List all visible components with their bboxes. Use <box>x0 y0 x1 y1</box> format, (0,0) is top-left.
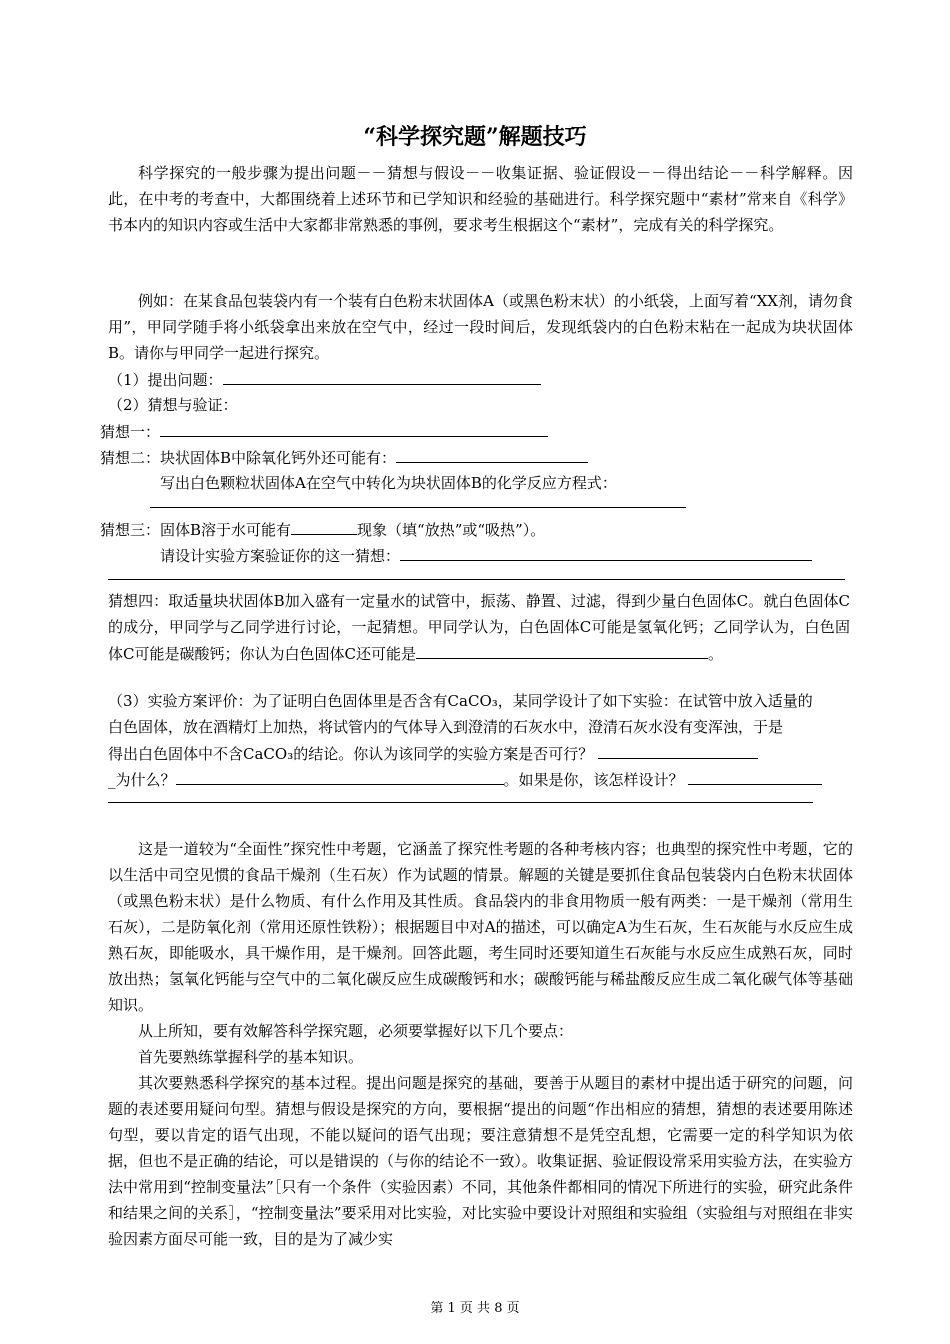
answer-blank-guess3[interactable] <box>291 516 357 535</box>
question-3-line-4 <box>108 766 822 793</box>
guess-3 <box>100 516 545 543</box>
guess-4-text: 猜想四：取适量块状固体B加入盛有一定量水的试管中，振荡、静置、过滤，得到少量白色固体C。就白色固体C的成分，甲同学与乙同学进行讨论，一起猜想。甲同学认为，白色固体C可能是氢氧化钙；乙同学认为，白色固体C可能是碳酸钙；你认为白色固体C还可能是 <box>108 592 850 663</box>
answer-blank-design[interactable] <box>400 542 812 561</box>
analysis-paragraph: 这是一道较为“全面性”探究性中考题，它涵盖了探究性考题的各种考核内容；也典型的探究性中考题，它的以生活中司空见惯的食品干燥剂（生石灰）作为试题的情景。解题的关键是要抓住食品包装袋内白色粉末状固体（或黑色粉末状）是什么物质、有什么作用及其性质。食品袋内的非食用物质一般有两类：一是干燥剂（常用生石灰），二是防氧化剂（常用还原性铁粉）；根据题目中对A的描述，可以确定A为生石灰，生石灰能与水反应生成熟石灰，即能吸水，具干燥作用，是干燥剂。回答此题，考生同时还要知道生石灰能与水反应生成熟石灰，同时放出热；氢氧化钙能与空气中的二氧化碳反应生成碳酸钙和水；碳酸钙能与稀盐酸反应生成二氧化碳气体等基础知识。 <box>108 840 853 1014</box>
guess-1-label: 猜想一： <box>100 423 161 441</box>
guess-4-end: 。 <box>707 645 723 663</box>
design-prompt-label: 请设计实验方案验证你的这一猜想： <box>160 547 401 565</box>
answer-blank-q1[interactable] <box>223 366 541 385</box>
guess-4-paragraph <box>108 588 850 667</box>
answer-blank-feasible[interactable] <box>598 740 758 759</box>
answer-blank-guess2[interactable] <box>396 444 588 463</box>
answer-line-equation[interactable] <box>150 507 686 508</box>
question-3-why: 为什么？ <box>115 771 176 789</box>
intro-paragraph: 科学探究的一般步骤为提出问题－－猜想与假设－－收集证据、验证假设－－得出结论－－科学解释。因此，在中考的考查中，大都围绕着上述环节和已学知识和经验的基础进行。科学探究题中“素材”常来自《科学》书本内的知识内容或生活中大家都非常熟悉的事例，要求考生根据这个“素材”，完成有关的科学探究。 <box>108 164 853 234</box>
answer-blank-your-design[interactable] <box>688 766 822 785</box>
question-3-lead: _ <box>108 771 116 789</box>
guess-3-label: 猜想三：固体B溶于水可能有 <box>100 521 292 539</box>
question-1-label: （1）提出问题： <box>108 371 223 389</box>
points-intro: 从上所知，要有效解答科学探究题，必须要掌握好以下几个要点： <box>138 1022 574 1040</box>
equation-prompt: 写出白色颗粒状固体A在空气中转化为块状固体B的化学反应方程式： <box>160 474 617 492</box>
point-2: 其次要熟悉科学探究的基本过程。提出问题是探究的基础，要善于从题目的素材中提出适于研究的问题，问题的表述要用疑问句型。猜想与假设是探究的方向，要根据“提出的问题“作出相应的猜想，猜想的表述要用陈述句型，要以肯定的语气出现，不能以疑问的语气出现；要注意猜想不是凭空乱想，它需要一定的科学知识为依据，但也不是正确的结论，可以是错误的（与你的结论不一致）。收集证据、验证假设常采用实验方法，在实验方法中常用到“控制变量法”［只有一个条件（实验因素）不同，其他条件都相同的情况下所进行的实验，研究此条件和结果之间的关系］，“控制变量法”要采用对比实验，对比实验中要设计对照组和实验组（实验组与对照组在非实验因素方面尽可能一致，目的是为了减少实 <box>108 1074 853 1248</box>
answer-line-design[interactable] <box>108 579 845 580</box>
example-paragraph: 例如：在某食品包装袋内有一个装有白色粉末状固体A（或黑色粉末状）的小纸袋，上面写着“XX剂，请勿食用”，甲同学随手将小纸袋拿出来放在空气中，经过一段时间后，发现纸袋内的白色粉末粘在一起成为块状固体B。请你与甲同学一起进行探究。 <box>108 292 853 362</box>
guess-1 <box>100 418 548 445</box>
page-footer: 第 1 页 共 8 页 <box>430 1301 520 1316</box>
question-3-line-1: （3）实验方案评价：为了证明白色固体里是否含有CaCO₃，某同学设计了如下实验：在试管中放入适量的 <box>108 692 813 710</box>
question-3-line-3 <box>108 740 758 767</box>
document-title: “科学探究题”解题技巧 <box>363 124 587 150</box>
point-1: 首先要熟练掌握科学的基本知识。 <box>138 1048 364 1066</box>
answer-blank-guess1[interactable] <box>160 418 548 437</box>
design-prompt <box>160 542 812 569</box>
answer-blank-guess4[interactable] <box>416 640 708 659</box>
guess-3-hint: 现象（填“放热”或“吸热”）。 <box>357 521 546 539</box>
question-3-line-3-text: 得出白色固体中不含CaCO₃的结论。你认为该同学的实验方案是否可行？ <box>108 745 594 763</box>
guess-2 <box>100 444 588 471</box>
question-1 <box>108 366 541 393</box>
question-3-line-2: 白色固体，放在酒精灯上加热，将试管内的气体导入到澄清的石灰水中，澄清石灰水没有变浑浊，于是 <box>108 718 784 736</box>
guess-2-label: 猜想二：块状固体B中除氧化钙外还可能有： <box>100 449 397 467</box>
question-3-design: 。如果是你，该怎样设计？ <box>503 771 684 789</box>
question-2-label: （2）猜想与验证： <box>108 396 238 414</box>
answer-line-your-design[interactable] <box>108 802 813 803</box>
answer-blank-why[interactable] <box>176 766 504 785</box>
